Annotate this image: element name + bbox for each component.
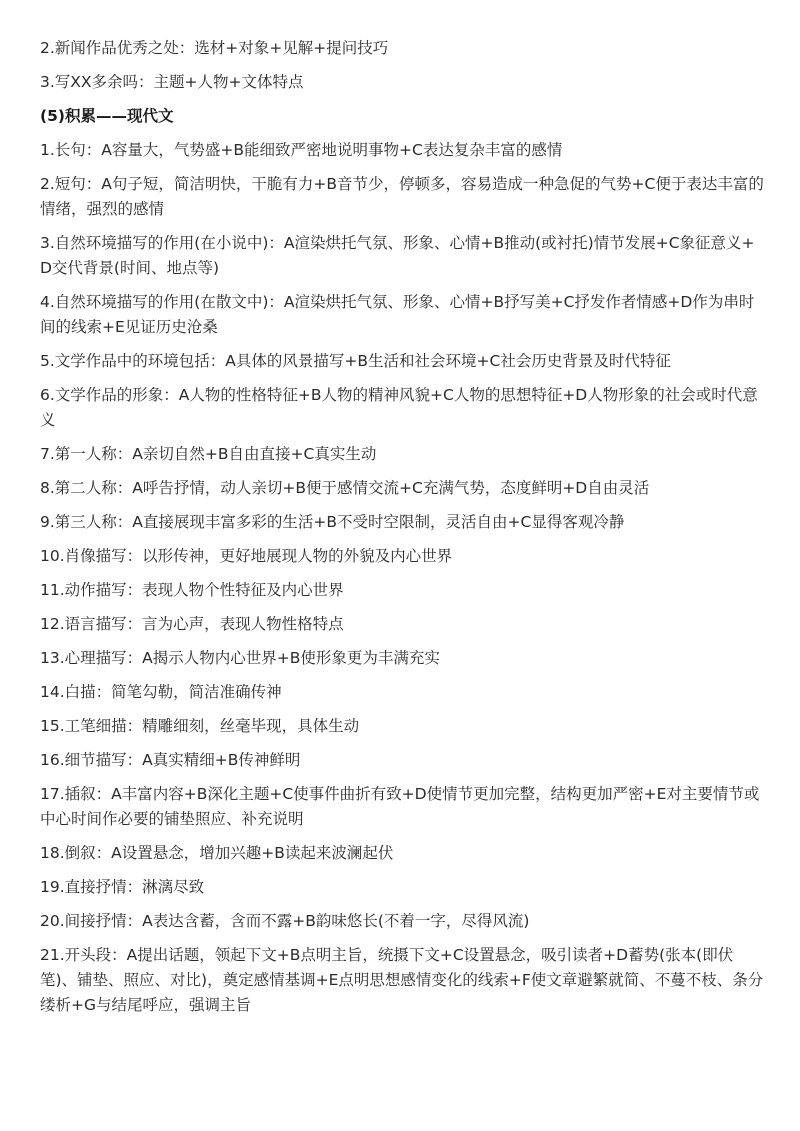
- list-item: 17.插叙：A丰富内容+B深化主题+C使事件曲折有致+D使情节更加完整，结构更加严密+E对主要情节或中心时间作必要的铺垫照应、补充说明: [40, 785, 760, 828]
- list-item: 13.心理描写：A揭示人物内心世界+B使形象更为丰满充实: [40, 649, 440, 667]
- list-item: 5.文学作品中的环境包括：A具体的风景描写+B生活和社会环境+C社会历史背景及时代特征: [40, 352, 671, 370]
- list-item: 4.自然环境描写的作用(在散文中)：A渲染烘托气氛、形象、心情+B抒写美+C抒发作者情感+D作为串时间的线索+E见证历史沧桑: [40, 293, 755, 336]
- list-item: 3.自然环境描写的作用(在小说中)：A渲染烘托气氛、形象、心情+B推动(或衬托)情节发展+C象征意义+D交代背景(时间、地点等): [40, 234, 755, 277]
- list-item: 1.长句：A容量大，气势盛+B能细致严密地说明事物+C表达复杂丰富的感情: [40, 141, 563, 159]
- section-heading: (5)积累——现代文: [40, 107, 174, 125]
- list-item: 11.动作描写：表现人物个性特征及内心世界: [40, 581, 344, 599]
- list-item: 16.细节描写：A真实精细+B传神鲜明: [40, 751, 301, 769]
- list-item: 6.文学作品的形象：A人物的性格特征+B人物的精神风貌+C人物的思想特征+D人物形象的社会或时代意义: [40, 386, 758, 429]
- list-item: 8.第二人称：A呼告抒情，动人亲切+B便于感情交流+C充满气势，态度鲜明+D自由灵活: [40, 479, 650, 497]
- list-item: 7.第一人称：A亲切自然+B自由直接+C真实生动: [40, 445, 377, 463]
- list-item: 19.直接抒情：淋漓尽致: [40, 878, 205, 896]
- list-item: 3.写XX多余吗：主题+人物+文体特点: [40, 73, 304, 91]
- list-item: 21.开头段：A提出话题，领起下文+B点明主旨，统摄下文+C设置悬念，吸引读者+D蓄势(张本(即伏笔)、铺垫、照应、对比)，奠定感情基调+E点明思想感情变化的线索+F使文章避繁就简、不蔓不枝、条分缕析+G与结尾呼应，强调主旨: [40, 946, 764, 1014]
- list-item: 18.倒叙：A设置悬念，增加兴趣+B读起来波澜起伏: [40, 844, 394, 862]
- list-item: 2.新闻作品优秀之处：选材+对象+见解+提问技巧: [40, 39, 389, 57]
- list-item: 14.白描：简笔勾勒，简洁准确传神: [40, 683, 282, 701]
- list-item: 9.第三人称：A直接展现丰富多彩的生活+B不受时空限制，灵活自由+C显得客观冷静: [40, 513, 625, 531]
- list-item: 2.短句：A句子短，简洁明快，干脆有力+B音节少，停顿多，容易造成一种急促的气势+C便于表达丰富的情绪，强烈的感情: [40, 175, 764, 218]
- list-item: 10.肖像描写：以形传神，更好地展现人物的外貌及内心世界: [40, 547, 453, 565]
- document-body: [40, 36, 765, 1027]
- list-item: 12.语言描写：言为心声，表现人物性格特点: [40, 615, 344, 633]
- list-item: 20.间接抒情：A表达含蓄，含而不露+B韵味悠长(不着一字，尽得风流): [40, 912, 530, 930]
- list-item: 15.工笔细描：精雕细刻，丝毫毕现，具体生动: [40, 717, 360, 735]
